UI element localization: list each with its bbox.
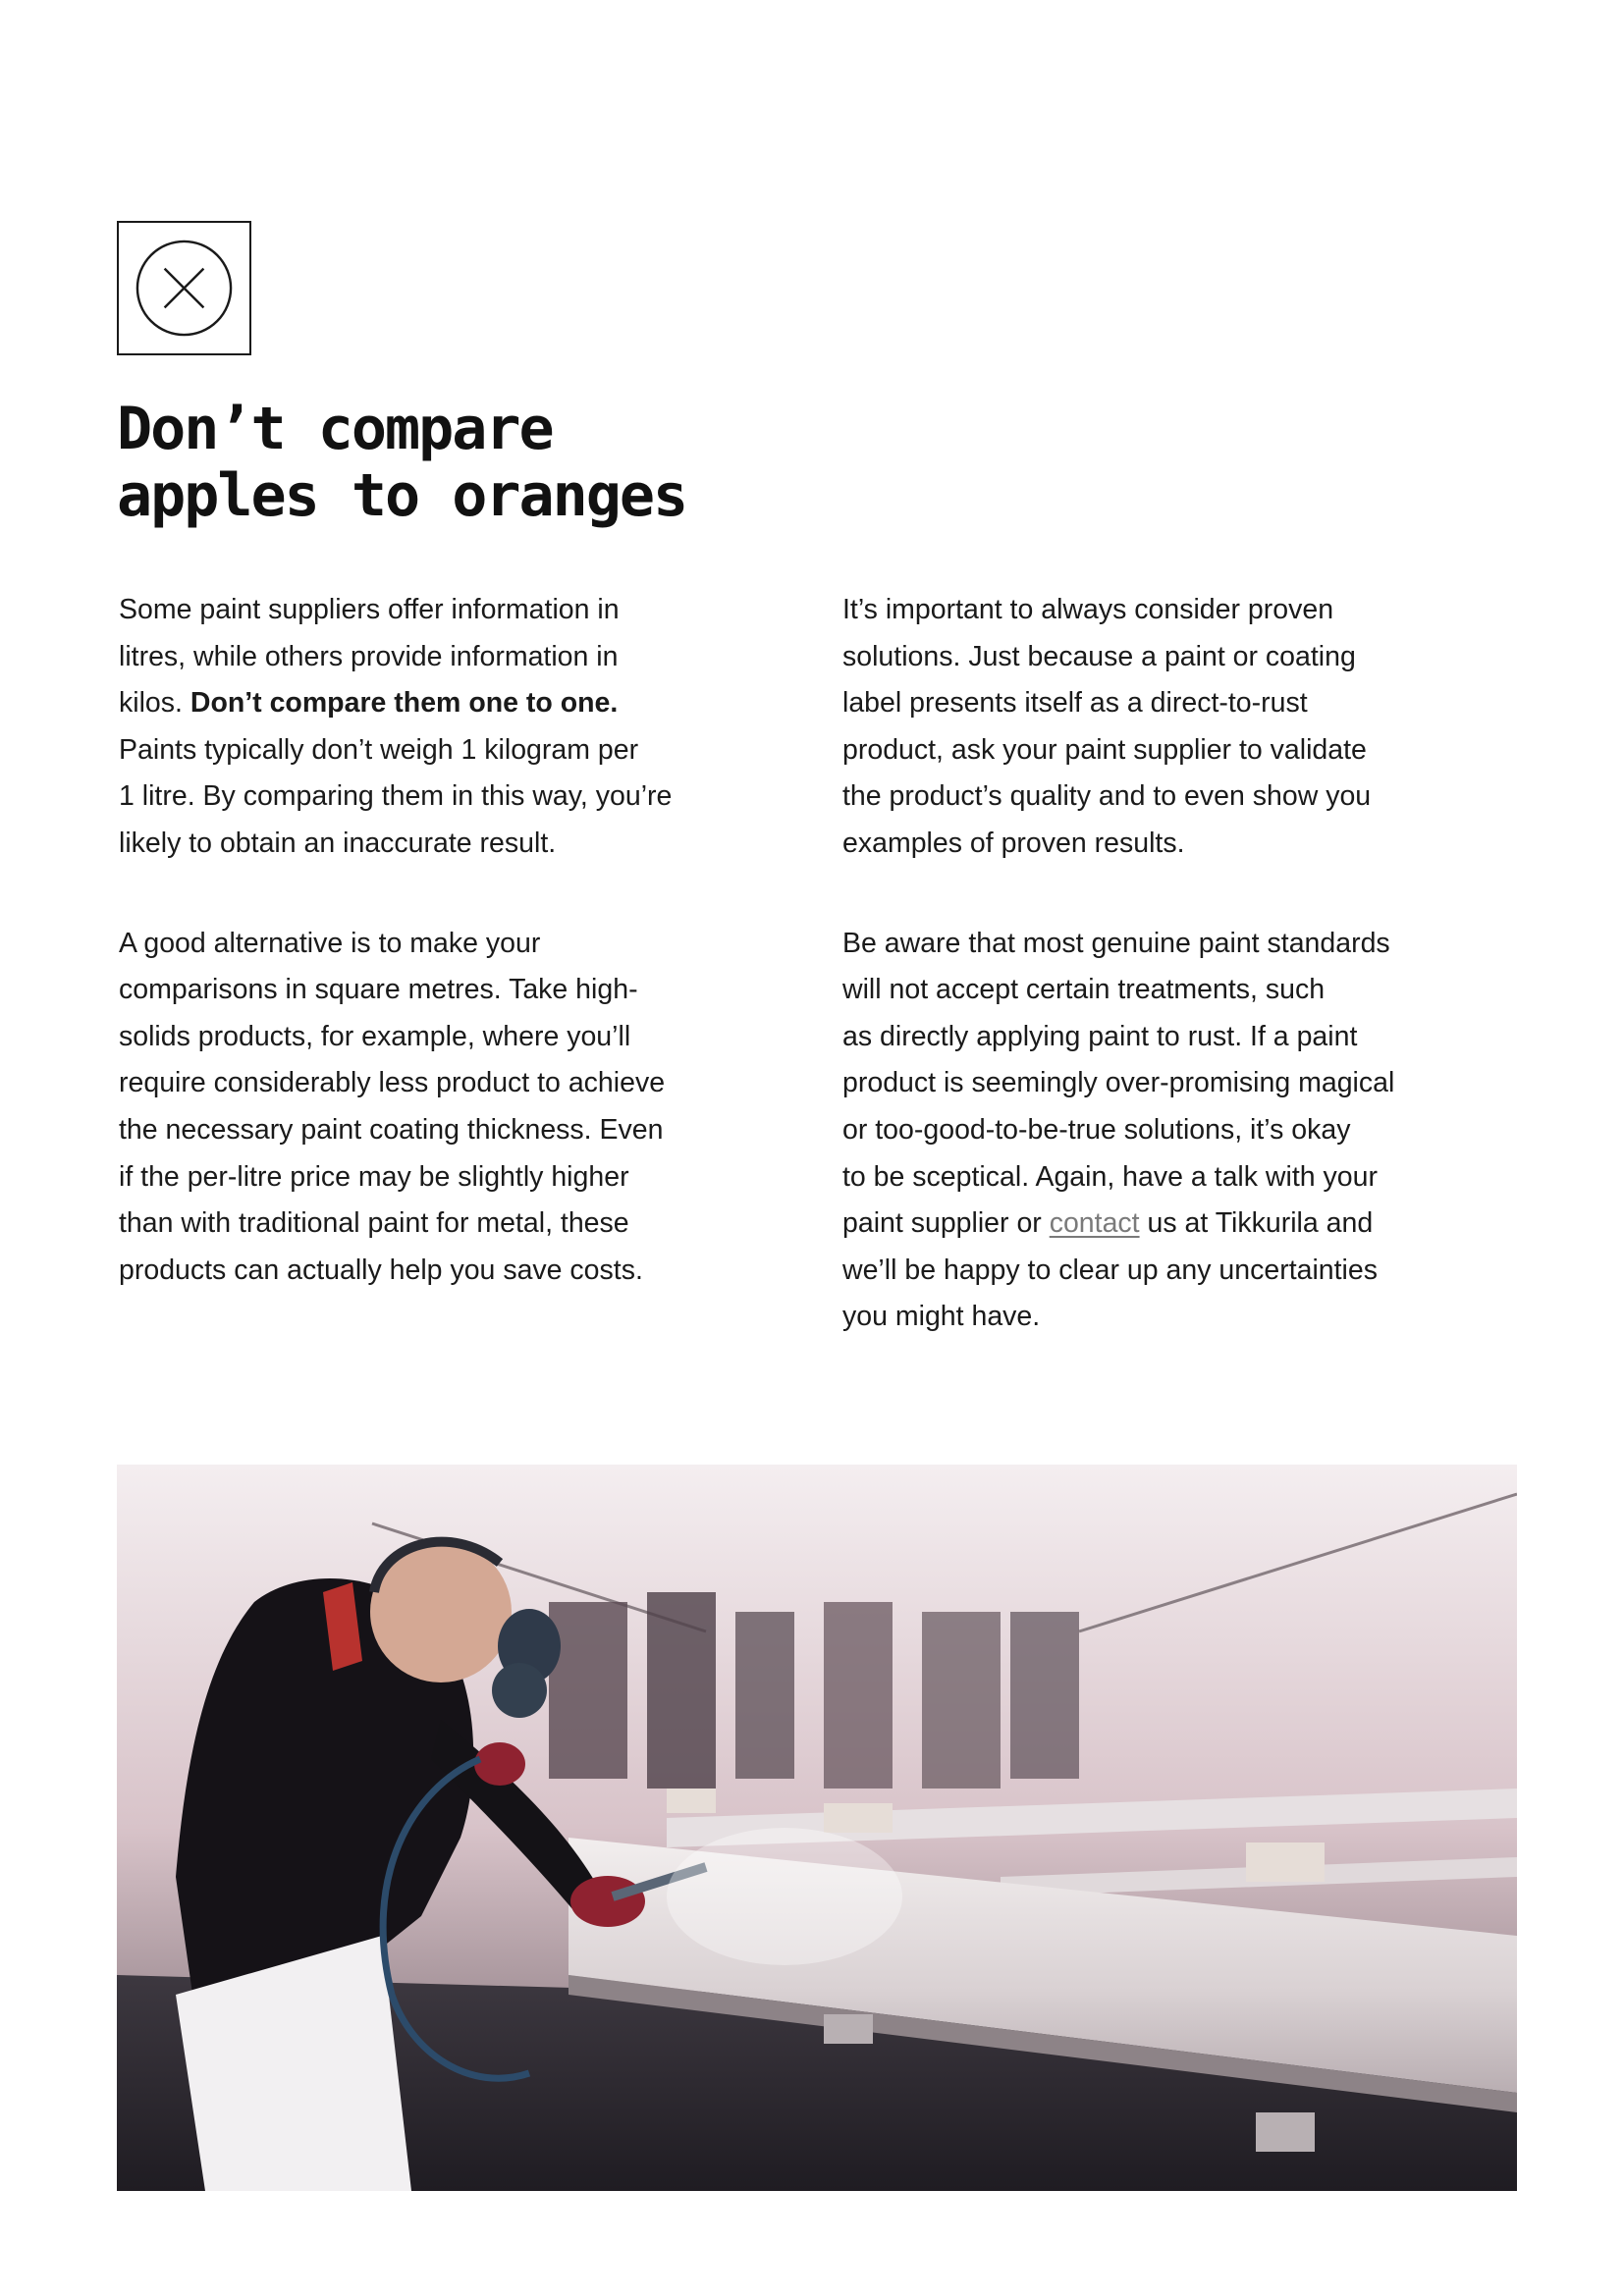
text-line: solutions. Just because a paint or coating — [842, 640, 1356, 672]
text-line: litres, while others provide information in — [119, 640, 619, 672]
text-line — [842, 1201, 1490, 1248]
left-column — [119, 587, 747, 1347]
text-line: if the per-litre price may be slightly higher — [119, 1160, 629, 1193]
text-line: products can actually help you save costs. — [119, 1254, 643, 1286]
text-line: It’s important to always consider proven — [842, 594, 1334, 625]
text-line: 1 litre. By comparing them in this way, you’re — [119, 780, 673, 813]
paragraph-paint-standards — [842, 921, 1490, 1341]
page-title-line: Don’t compare — [117, 395, 553, 463]
text-line: comparisons in square metres. Take high- — [119, 974, 638, 1006]
text-line: the product’s quality and to even show you — [842, 780, 1372, 813]
right-column — [842, 587, 1490, 1394]
contact-link[interactable]: contact — [1049, 1207, 1140, 1240]
text-line: A good alternative is to make your — [119, 927, 541, 959]
emphasis-text: Don’t compare them one to one. — [189, 687, 619, 720]
text-line: will not accept certain treatments, such — [842, 974, 1326, 1006]
painter-spraying-steel-beam-photo — [117, 1465, 1517, 2191]
text-line: Be aware that most genuine paint standards — [842, 927, 1390, 959]
text-segment: us at Tikkurila and — [1139, 1207, 1374, 1240]
text-segment: paint supplier or — [842, 1207, 1050, 1240]
text-line: product, ask your paint supplier to validate — [842, 733, 1367, 766]
text-line: likely to obtain an inaccurate result. — [119, 827, 557, 859]
text-line: Some paint suppliers offer information in — [119, 594, 620, 625]
text-segment: kilos. — [119, 687, 190, 720]
text-line: label presents itself as a direct-to-rust — [842, 687, 1308, 720]
text-line: to be sceptical. Again, have a talk with your — [842, 1160, 1378, 1193]
text-line: product is seemingly over-promising magical — [842, 1067, 1395, 1099]
page-title — [117, 397, 686, 530]
close-circle-icon — [117, 221, 251, 355]
text-line: the necessary paint coating thickness. Even — [119, 1113, 664, 1146]
text-line: require considerably less product to achieve — [119, 1067, 666, 1099]
paragraph-litres-kilos — [119, 587, 747, 868]
paragraph-proven-solutions — [842, 587, 1490, 868]
text-line: Paints typically don’t weigh 1 kilogram per — [119, 733, 639, 766]
text-line: we’ll be happy to clear up any uncertainties — [842, 1254, 1378, 1286]
text-line: you might have. — [842, 1301, 1041, 1333]
text-line: solids products, for example, where you’ll — [119, 1020, 631, 1052]
text-line — [119, 680, 747, 727]
paragraph-square-metres — [119, 921, 747, 1295]
text-line: examples of proven results. — [842, 827, 1185, 859]
text-line: than with traditional paint for metal, these — [119, 1207, 629, 1240]
text-line: or too-good-to-be-true solutions, it’s okay — [842, 1113, 1351, 1146]
text-line: as directly applying paint to rust. If a paint — [842, 1020, 1358, 1052]
page-title-line: apples to oranges — [117, 460, 687, 530]
